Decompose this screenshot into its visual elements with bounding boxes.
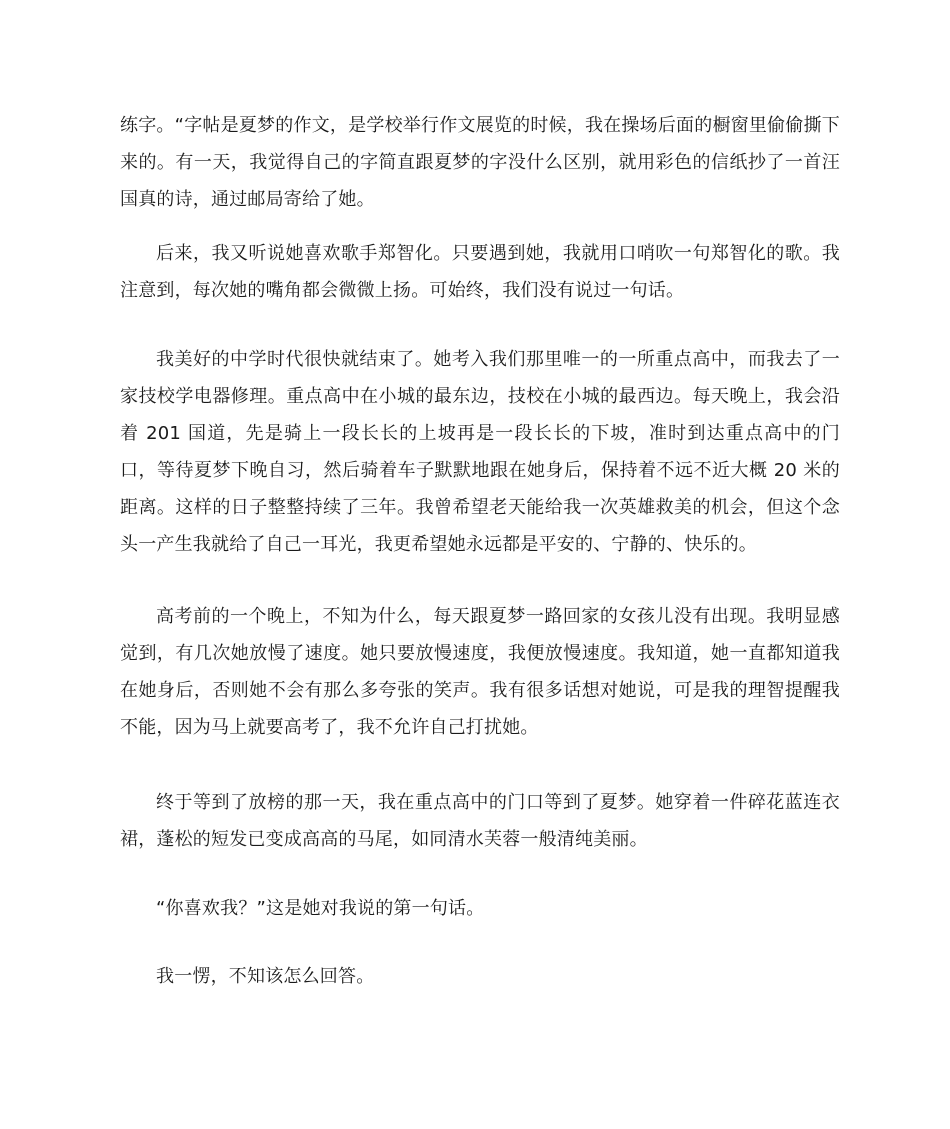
paragraph-4: 高考前的一个晚上，不知为什么，每天跟夏梦一路回家的女孩儿没有出现。我明显感觉到，有几次她放慢了速度。她只要放慢速度，我便放慢速度。我知道，她一直都知道我在她身后，否则她不会有那么多夸张的笑声。我有很多话想对她说，可是我的理智提醒我不能，因为马上就要高考了，我不允许自己打扰她。 — [120, 606, 840, 738]
paragraph-7: 我一愣，不知该怎么回答。 — [156, 966, 375, 987]
paragraph-6: “你喜欢我？”这是她对我说的第一句话。 — [156, 898, 485, 919]
paragraph-3: 我美好的中学时代很快就结束了。她考入我们那里唯一的一所重点高中，而我去了一家技校学电器修理。重点高中在小城的最东边，技校在小城的最西边。每天晚上，我会沿着 201 国道，先是骑上一段长长的上坡再是一段长长的下坡，准时到达重点高中的门口，等待夏梦下晚自习，然后骑着车子默默地跟在她身后，保持着不远不近大概 20 米的距离。这样的日子整整持续了三年。我曾希望老天能给我一次英雄救美的机会，但这个念头一产生我就给了自己一耳光，我更希望她永远都是平安的、宁静的、快乐的。 — [120, 349, 840, 555]
paragraph-5: 终于等到了放榜的那一天，我在重点高中的门口等到了夏梦。她穿着一件碎花蓝连衣裙，蓬松的短发已变成高高的马尾，如同清水芙蓉一般清纯美丽。 — [120, 792, 840, 850]
paragraph-2: 后来，我又听说她喜欢歌手郑智化。只要遇到她，我就用口哨吹一句郑智化的歌。我注意到，每次她的嘴角都会微微上扬。可始终，我们没有说过一句话。 — [120, 243, 840, 301]
paragraph-1: 练字。“字帖是夏梦的作文，是学校举行作文展览的时候，我在操场后面的橱窗里偷偷撕下来的。有一天，我觉得自己的字简直跟夏梦的字没什么区别，就用彩色的信纸抄了一首汪国真的诗，通过邮局寄给了她。 — [120, 115, 840, 210]
